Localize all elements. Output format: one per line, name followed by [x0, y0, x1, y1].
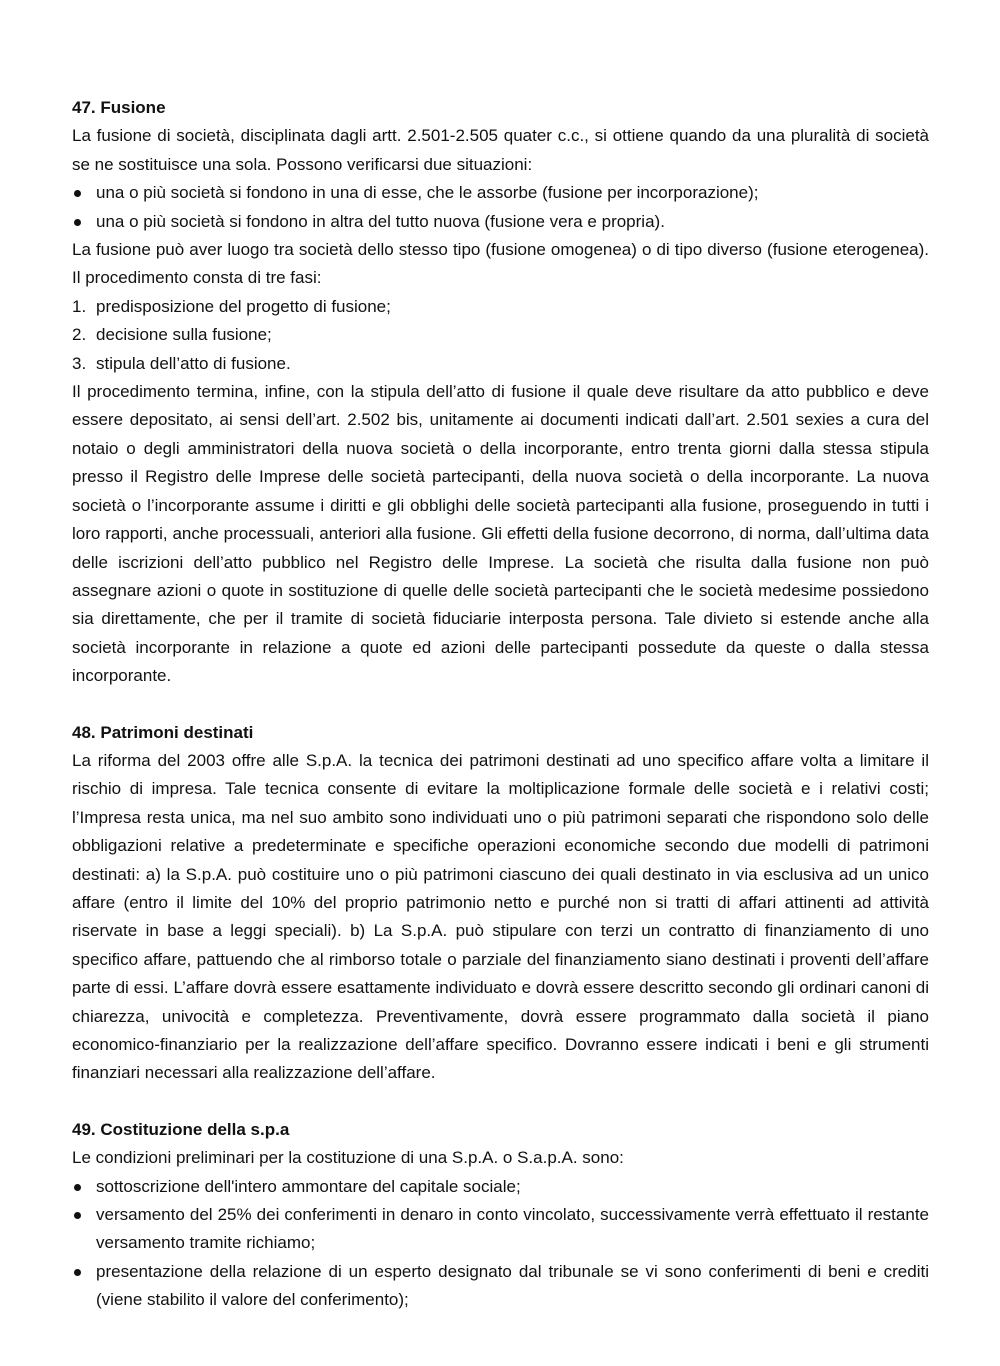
section-costituzione-spa: [72, 1116, 929, 1315]
list-item-text: una o più società si fondono in altra del tutto nuova (fusione vera e propria).: [96, 211, 665, 231]
list-item-text: versamento del 25% dei conferimenti in denaro in conto vincolato, successivamente verrà effettuato il restante versamento tramite richiamo;: [96, 1205, 929, 1253]
paragraph: Le condizioni preliminari per la costituzione di una S.p.A. o S.a.p.A. sono:: [72, 1148, 624, 1168]
bullet-list: [72, 1173, 929, 1315]
bullet-icon: [74, 1212, 81, 1219]
list-item-text: predisposizione del progetto di fusione;: [96, 296, 391, 316]
list-number: 2.: [72, 325, 87, 345]
paragraph: La riforma del 2003 offre alle S.p.A. la tecnica dei patrimoni destinati ad uno specifico affare volta a limitare il rischio di impresa. Tale tecnica consente di evitare la moltiplicazione formale delle società e i relativi costi; l’Impresa resta unica, ma nel suo ambito sono individuati uno o più patrimoni separati che rispondono solo delle obbligazioni relative a predeterminate e specifiche operazioni economiche secondo due modelli di patrimoni destinati: a) la S.p.A. può costituire uno o più patrimoni ciascuno dei quali destinato in via esclusiva ad un unico affare (entro il limite del 10% del proprio patrimonio netto e purché non si tratti di affari attinenti ad attività riservate in base a leggi speciali). b) La S.p.A. può stipulare con terzi un contratto di finanziamento di uno specifico affare, pattuendo che al rimborso totale o parziale del finanziamento siano destinati i proventi dell’affare parte di essi. L’affare dovrà essere esattamente individuato e dovrà essere descritto secondo gli ordinari canoni di chiarezza, univocità e completezza. Preventivamente, dovrà essere programmato dalla società il piano economico-finanziario per la realizzazione dell’affare specifico. Dovranno essere indicati i beni e gli strumenti finanziari necessari alla realizzazione dell’affare.: [72, 750, 929, 1083]
list-number: 1.: [72, 296, 87, 316]
section-title: 49. Costituzione della s.p.a: [72, 1119, 290, 1139]
list-item: [72, 293, 929, 321]
bullet-icon: [74, 1184, 81, 1191]
section-patrimoni-destinati: [72, 719, 929, 1088]
bullet-icon: [74, 190, 81, 197]
section-fusione: [72, 94, 929, 691]
section-title: 47. Fusione: [72, 98, 166, 117]
list-number: 3.: [72, 353, 87, 373]
list-item-text: presentazione della relazione di un esperto designato dal tribunale se vi sono conferimenti di beni e crediti (viene stabilito il valore del conferimento);: [96, 1261, 929, 1310]
list-item: [72, 321, 929, 349]
bullet-list: [72, 179, 929, 236]
list-item: [72, 1173, 929, 1201]
paragraph: La fusione di società, disciplinata dagli artt. 2.501-2.505 quater c.c., si ottiene quando da una pluralità di società se ne sostituisce una sola. Possono verificarsi due situazioni:: [72, 126, 929, 174]
list-item-text: stipula dell’atto di fusione.: [96, 353, 291, 373]
section-title: 48. Patrimoni destinati: [72, 722, 254, 742]
list-item-text: una o più società si fondono in una di esse, che le assorbe (fusione per incorporazione);: [96, 183, 759, 203]
paragraph: Il procedimento termina, infine, con la stipula dell’atto di fusione il quale deve risultare da atto pubblico e deve essere depositato, ai sensi dell’art. 2.502 bis, unitamente ai documenti indicati dall’art. 2.501 sexies a cura del notaio o degli amministratori della nuova società o della incorporante, entro trenta giorni dalla stessa stipula presso il Registro delle Imprese delle società partecipanti, della nuova società o della incorporante. La nuova società o l’incorporante assume i diritti e gli obblighi delle società partecipanti alla fusione, proseguendo in tutti i loro rapporti, anche processuali, anteriori alla fusione. Gli effetti della fusione decorrono, di norma, dall’ultima data delle iscrizioni dell’atto pubblico nel Registro delle Imprese. La società che risulta dalla fusione non può assegnare azioni o quote in sostituzione di quelle delle società partecipanti che le società medesime possiedono sia direttamente, che per il tramite di società fiduciarie interposta persona. Tale divieto si estende anche alla società incorporante in relazione a quote ed azioni delle partecipanti possedute da queste o dalla stessa incorporante.: [72, 382, 929, 686]
list-item-text: sottoscrizione dell'intero ammontare del capitale sociale;: [96, 1176, 521, 1196]
list-item-text: decisione sulla fusione;: [96, 325, 272, 345]
list-item: [72, 1258, 929, 1315]
list-item: [72, 1201, 929, 1258]
bullet-icon: [74, 1269, 81, 1276]
list-item: [72, 179, 929, 207]
bullet-icon: [74, 219, 81, 226]
numbered-list: [72, 293, 929, 378]
list-item: [72, 208, 929, 236]
paragraph: La fusione può aver luogo tra società dello stesso tipo (fusione omogenea) o di tipo diverso (fusione eterogenea). Il procedimento consta di tre fasi:: [72, 240, 929, 288]
list-item: [72, 350, 929, 378]
